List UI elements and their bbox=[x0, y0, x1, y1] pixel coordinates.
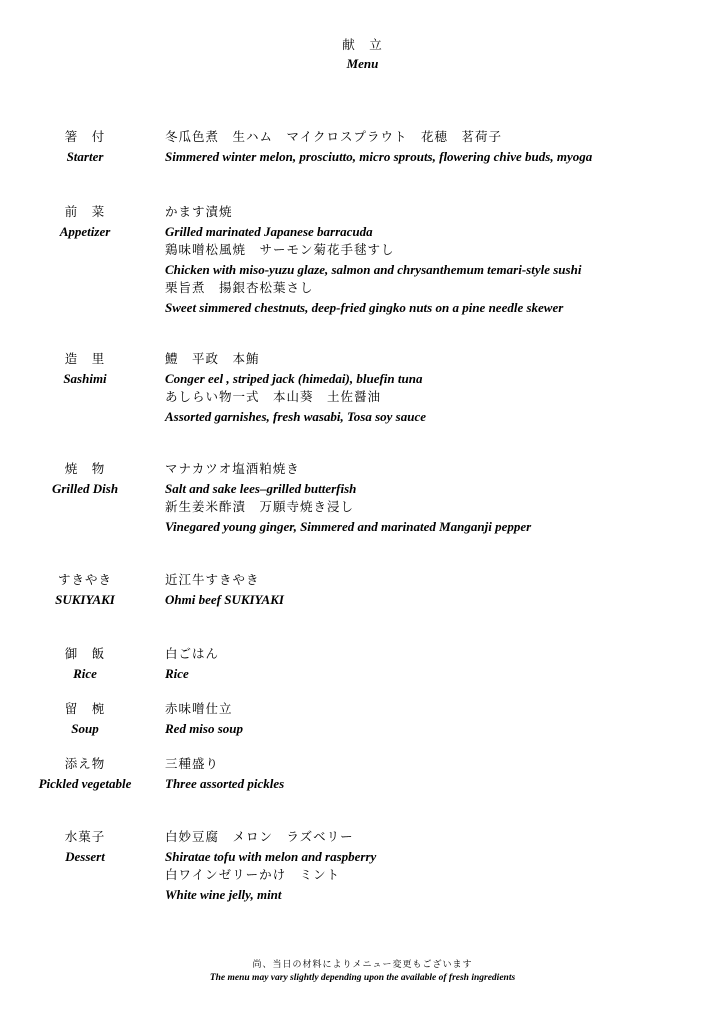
dish-line-en: Ohmi beef SUKIYAKI bbox=[165, 592, 284, 607]
section-label-jp: 箸 付 bbox=[64, 129, 106, 144]
section-label-en: Rice bbox=[73, 666, 97, 681]
dish-line-en: Vinegared young ginger, Simmered and marinated Manganji pepper bbox=[165, 519, 532, 534]
section-label-en: Sashimi bbox=[63, 371, 107, 386]
menu-title-jp: 献 立 bbox=[342, 37, 383, 52]
section-label-jp: 水菓子 bbox=[64, 829, 106, 844]
dish-line-en: Three assorted pickles bbox=[165, 776, 285, 791]
dish-line-jp: かます漬焼 bbox=[165, 204, 233, 219]
section-label-en: Dessert bbox=[65, 849, 105, 864]
dish-line-jp: 白妙豆腐 メロン ラズベリー bbox=[165, 829, 354, 844]
dish-line-jp: あしらい物一式 本山葵 土佐醤油 bbox=[165, 389, 382, 404]
section-label-en: Starter bbox=[66, 149, 104, 164]
dish-line-jp: 栗旨煮 揚銀杏松葉さし bbox=[165, 280, 314, 295]
footer-note-en: The menu may vary slightly depending upon the available of fresh ingredients bbox=[209, 973, 516, 983]
dish-line-en: Red miso soup bbox=[165, 721, 244, 736]
dish-line-jp: 三種盛り bbox=[165, 756, 220, 771]
section-label-jp: 御 飯 bbox=[64, 646, 106, 661]
dish-line-jp: 白ごはん bbox=[165, 646, 220, 661]
dish-line-en: Grilled marinated Japanese barracuda bbox=[165, 224, 373, 239]
dish-line-jp: 鱧 平政 本鮪 bbox=[165, 351, 260, 366]
dish-line-en: Conger eel , striped jack (himedai), bluefin tuna bbox=[165, 371, 423, 386]
footer-note-jp: 尚、当日の材料によりメニュー変更もございます bbox=[252, 960, 473, 970]
section-label-en: SUKIYAKI bbox=[55, 592, 115, 607]
dish-line-jp: 近江牛すきやき bbox=[165, 572, 260, 587]
dish-line-jp: 冬瓜色煮 生ハム マイクロスプラウト 花穂 茗荷子 bbox=[165, 129, 503, 144]
dish-line-jp: 白ワインゼリーかけ ミント bbox=[165, 867, 341, 882]
dish-line-en: Simmered winter melon, prosciutto, micro sprouts, flowering chive buds, myoga bbox=[165, 149, 593, 164]
dish-line-en: Assorted garnishes, fresh wasabi, Tosa soy sauce bbox=[165, 409, 427, 424]
section-label-jp: 造 里 bbox=[64, 351, 106, 366]
section-label-jp: すきやき bbox=[57, 572, 112, 587]
dish-line-jp: マナカツオ塩酒粕焼き bbox=[165, 461, 300, 476]
dish-line-jp: 新生姜米酢漬 万願寺焼き浸し bbox=[165, 499, 355, 514]
dish-line-en: Salt and sake lees–grilled butterfish bbox=[165, 481, 357, 496]
dish-line-en: Sweet simmered chestnuts, deep-fried gingko nuts on a pine needle skewer bbox=[165, 300, 564, 315]
dish-line-jp: 赤味噌仕立 bbox=[165, 701, 233, 716]
section-label-en: Grilled Dish bbox=[51, 481, 119, 496]
dish-line-en: Chicken with miso-yuzu glaze, salmon and chrysanthemum temari-style sushi bbox=[165, 262, 582, 277]
section-label-en: Appetizer bbox=[59, 224, 111, 239]
section-label-jp: 前 菜 bbox=[64, 204, 106, 219]
section-label-jp: 焼 物 bbox=[64, 461, 106, 476]
section-label-en: Soup bbox=[71, 721, 99, 736]
section-label-jp: 留 椀 bbox=[64, 701, 106, 716]
section-label-jp: 添え物 bbox=[64, 756, 106, 771]
section-label-en: Pickled vegetable bbox=[38, 776, 132, 791]
dish-line-jp: 鶏味噌松風焼 サーモン菊花手毬すし bbox=[165, 242, 395, 257]
dish-line-en: White wine jelly, mint bbox=[165, 887, 282, 902]
menu-title-en: Menu bbox=[346, 56, 379, 71]
dish-line-en: Rice bbox=[165, 666, 189, 681]
dish-line-en: Shiratae tofu with melon and raspberry bbox=[165, 849, 377, 864]
